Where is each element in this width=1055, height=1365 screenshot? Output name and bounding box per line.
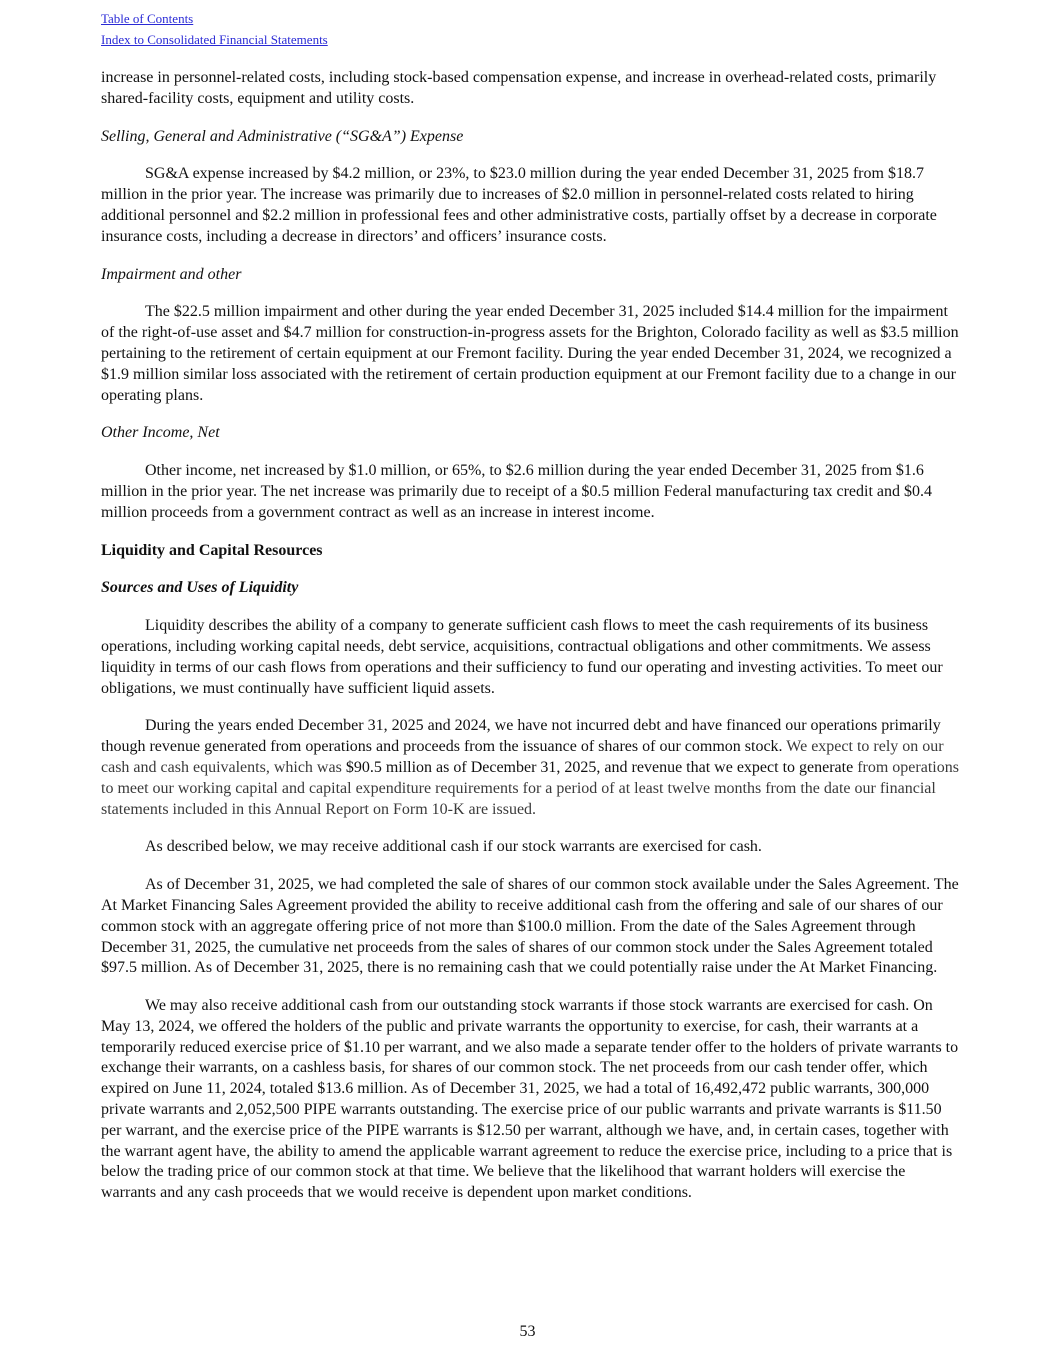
- liquidity-definition-paragraph: Liquidity describes the ability of a company to generate sufficient cash flows to meet the cash requirements of its business operations, including working capital needs, debt service, acquisitions, contractual obligations and other commitments. We assess liquidity in terms of our cash flows from operations and their sufficiency to fund our operating and investing activities. To meet our obligations, we must continually have sufficient liquid assets.: [101, 617, 943, 697]
- financing-text-part3: $90.5 million as of December 31, 2025, and revenue that we expect to generate: [345, 758, 858, 776]
- page-number: 53: [519, 1323, 536, 1340]
- financing-text-part4: from operations to meet our working capital and capital expenditure requirements for a period of at least twelve months from the date our financial statements included in this Annual Report on Form 10-K are issued.: [101, 758, 959, 818]
- other-income-heading: Other Income, Net: [101, 424, 220, 442]
- liquidity-heading: Liquidity and Capital Resources: [101, 541, 323, 559]
- financing-text-part2: We expect to rely on our cash and cash equivalents, which was: [101, 738, 944, 776]
- index-financial-statements-link[interactable]: Index to Consolidated Financial Statements: [101, 32, 328, 47]
- financing-text-part1: During the years ended December 31, 2025 and 2024, we have not incurred debt and have financed our operations primarily though revenue generated from operations and proceeds from the issuance of shares of our common stock.: [101, 717, 941, 756]
- financing-operations-paragraph: [101, 716, 959, 820]
- document-page: [101, 0, 959, 1204]
- sga-paragraph: SG&A expense increased by $4.2 million, or 23%, to $23.0 million during the year ended December 31, 2025 from $18.7 million in the prior year. The increase was primarily due to increases of $2.0 million in personnel-related costs related to hiring additional personnel and $2.2 million in professional fees and other administrative costs, partially offset by a decrease in corporate insurance costs, including a decrease in directors’ and officers’ insurance costs.: [101, 165, 937, 245]
- stock-warrants-paragraph: We may also receive additional cash from our outstanding stock warrants if those stock warrants are exercised for cash. On May 13, 2024, we offered the holders of the public and private warrants the opportunity to exercise, for cash, their warrants at a temporarily reduced exercise price of $1.10 per warrant, and we also made a separate tender offer to the holders of private warrants to exchange their warrants, on a cashless basis, for shares of our common stock. The net proceeds from our cash tender offer, which expired on June 11, 2024, totaled $13.6 million. As of December 31, 2025, we had a total of 16,492,472 public warrants, 300,000 private warrants and 2,052,500 PIPE warrants outstanding. The exercise price of our public warrants and private warrants is $11.50 per warrant, and the exercise price of the PIPE warrants is $12.50 per warrant, although we have, and, in certain cases, together with the warrant agent have, the ability to amend the applicable warrant agreement to reduce the exercise price, including to a price that is below the trading price of our common stock at that time. We believe that the likelihood that warrant holders will exercise the warrants and any cash proceeds that we would receive is dependent upon market conditions.: [101, 997, 959, 1202]
- intro-continuation-paragraph: increase in personnel-related costs, including stock-based compensation expense, and increase in overhead-related costs, primarily shared-facility costs, equipment and utility costs.: [101, 69, 937, 107]
- impairment-heading: Impairment and other: [101, 265, 242, 283]
- impairment-paragraph: The $22.5 million impairment and other during the year ended December 31, 2025 included $14.4 million for the impairment of the right-of-use asset and $4.7 million for construction-in-progress assets for the Brighton, Colorado facility as well as $3.5 million pertaining to the retirement of certain equipment at our Fremont facility. During the year ended December 31, 2024, we recognized a $1.9 million similar loss associated with the retirement of certain production equipment at our Fremont facility due to a change in our operating plans.: [101, 303, 959, 404]
- sales-agreement-paragraph: As of December 31, 2025, we had completed the sale of shares of our common stock available under the Sales Agreement. The At Market Financing Sales Agreement provided the ability to receive additional cash from the offering and sale of our shares of our common stock with an aggregate offering price of not more than $100.0 million. From the date of the Sales Agreement through December 31, 2025, the cumulative net proceeds from the sales of shares of our common stock under the Sales Agreement totaled $97.5 million. As of December 31, 2025, there is no remaining cash that we could potentially raise under the At Market Financing.: [101, 876, 959, 977]
- warrants-intro-paragraph: As described below, we may receive additional cash if our stock warrants are exercised for cash.: [145, 838, 762, 856]
- navigation-links: [101, 0, 959, 50]
- table-of-contents-link[interactable]: Table of Contents: [101, 11, 194, 26]
- other-income-paragraph: Other income, net increased by $1.0 million, or 65%, to $2.6 million during the year ended December 31, 2025 from $1.6 million in the prior year. The net increase was primarily due to receipt of a $0.5 million Federal manufacturing tax credit and $0.4 million proceeds from a government contract as well as an increase in interest income.: [101, 462, 932, 521]
- sga-heading: Selling, General and Administrative (“SG&A”) Expense: [101, 127, 464, 145]
- sources-uses-liquidity-heading: Sources and Uses of Liquidity: [101, 579, 299, 597]
